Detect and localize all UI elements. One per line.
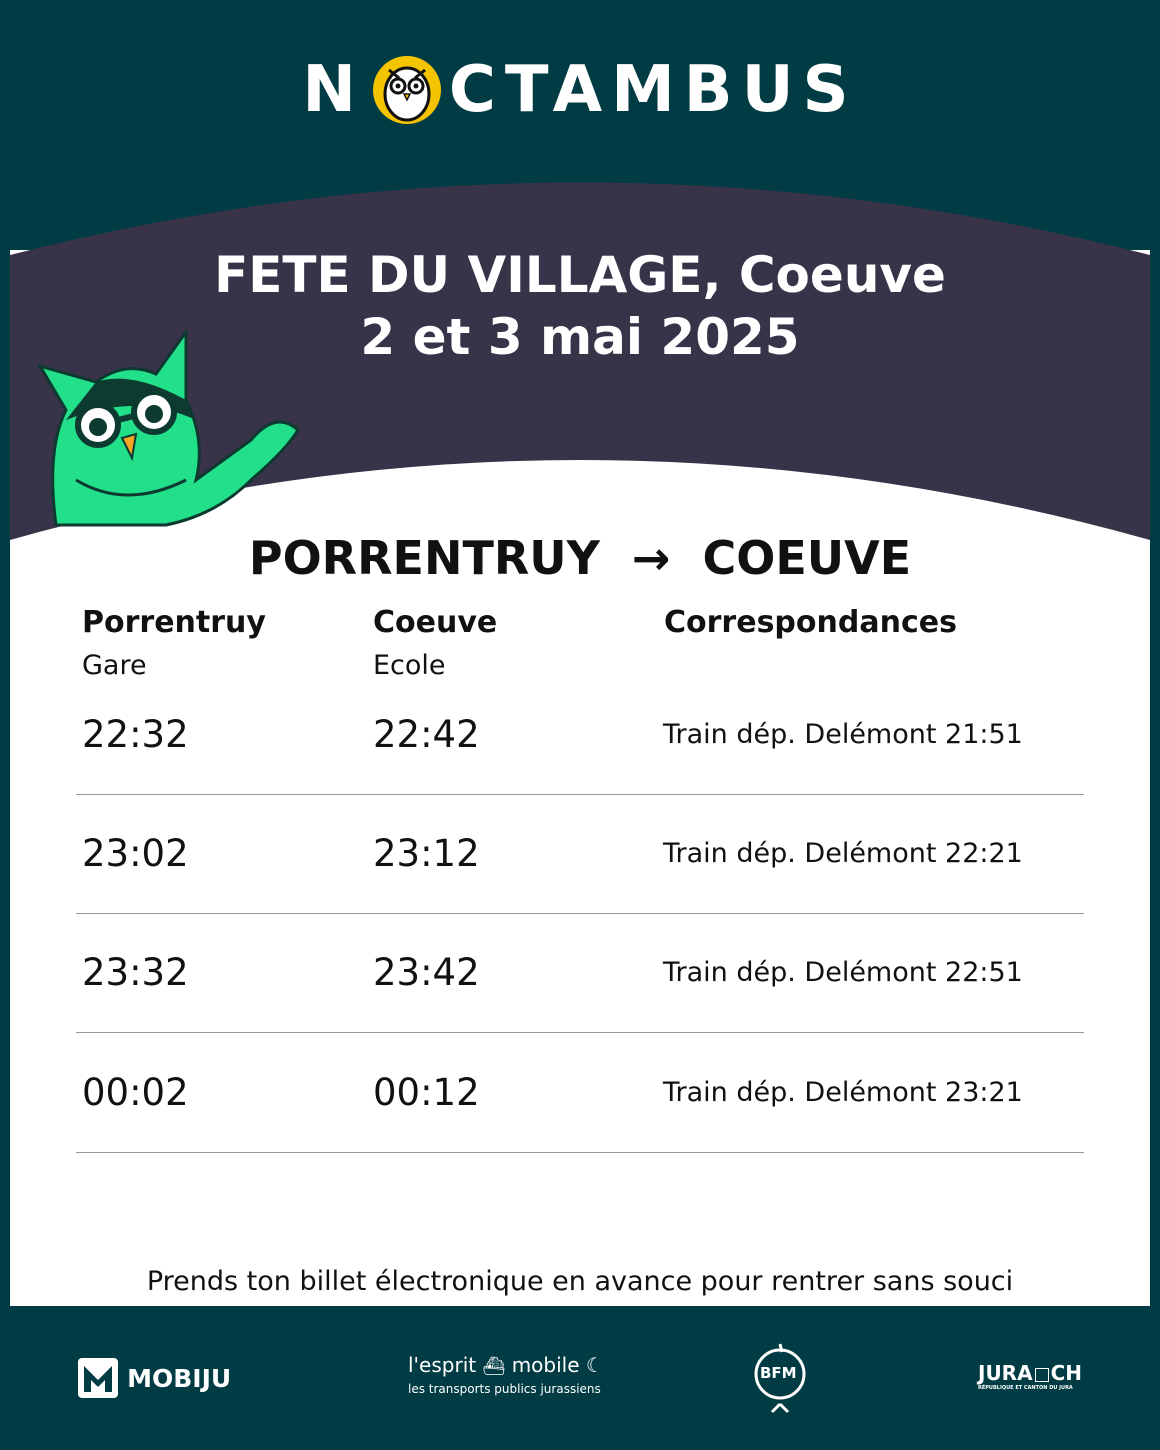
route-to: COEUVE (702, 531, 912, 585)
owl-logo-icon (371, 54, 443, 126)
departure-time: 23:32 (82, 951, 189, 994)
column-header-connections: Correspondances (664, 605, 957, 640)
table-row (76, 913, 1084, 1033)
table-row (76, 1033, 1084, 1153)
footer (0, 1306, 1160, 1450)
table-row (76, 675, 1084, 795)
arrival-time: 00:12 (373, 1071, 480, 1114)
mobiju-m-icon (78, 1358, 118, 1398)
ch-text: CH (1050, 1361, 1082, 1385)
event-name: FETE DU VILLAGE, Coeuve (214, 246, 946, 304)
bfm-logo (752, 1342, 808, 1418)
connection-info: Train dép. Delémont 21:51 (663, 719, 1023, 750)
bfm-text: BFM (760, 1364, 797, 1382)
route-arrow-icon: → (631, 531, 671, 585)
train-icon: ⛴ (482, 1356, 506, 1377)
logo-text-right: CTAMBUS (448, 53, 858, 127)
column-sub-departure: Gare (82, 650, 147, 681)
moon-icon: ☾ (585, 1353, 604, 1377)
event-dates: 2 et 3 mai 2025 (360, 308, 800, 366)
departure-time: 22:32 (82, 713, 189, 756)
esprit-subtitle: les transports publics jurassiens (408, 1382, 601, 1396)
jura-flag-icon (1035, 1368, 1049, 1382)
esprit-text: l'esprit (408, 1353, 477, 1377)
mobiju-text: MOBIJU (127, 1363, 232, 1393)
logo-text-left: N (302, 53, 365, 127)
mobile-text: mobile (511, 1353, 580, 1377)
route-heading (0, 528, 1160, 588)
event-title (0, 244, 1160, 368)
jura-text: JURA (978, 1361, 1033, 1385)
column-sub-arrival: Ecole (373, 650, 446, 681)
route-from: PORRENTRUY (248, 531, 600, 585)
arrival-time: 23:42 (373, 951, 480, 994)
esprit-mobile-logo (408, 1352, 608, 1398)
connection-info: Train dép. Delémont 22:21 (663, 838, 1023, 869)
column-header-departure: Porrentruy (82, 605, 266, 640)
jura-ch-logo (978, 1362, 1090, 1392)
table-row (76, 794, 1084, 914)
departure-time: 23:02 (82, 832, 189, 875)
ticket-note: Prends ton billet électronique en avance pour rentrer sans souci (146, 1266, 1014, 1297)
mobiju-logo (78, 1358, 231, 1398)
arrival-time: 22:42 (373, 713, 480, 756)
jura-subtitle: RÉPUBLIQUE ET CANTON DU JURA (978, 1385, 1073, 1391)
connection-info: Train dép. Delémont 23:21 (663, 1077, 1023, 1108)
departure-time: 00:02 (82, 1071, 189, 1114)
connection-info: Train dép. Delémont 22:51 (663, 957, 1023, 988)
arrival-time: 23:12 (373, 832, 480, 875)
noctambus-logo (0, 50, 1160, 130)
column-header-arrival: Coeuve (373, 605, 498, 640)
